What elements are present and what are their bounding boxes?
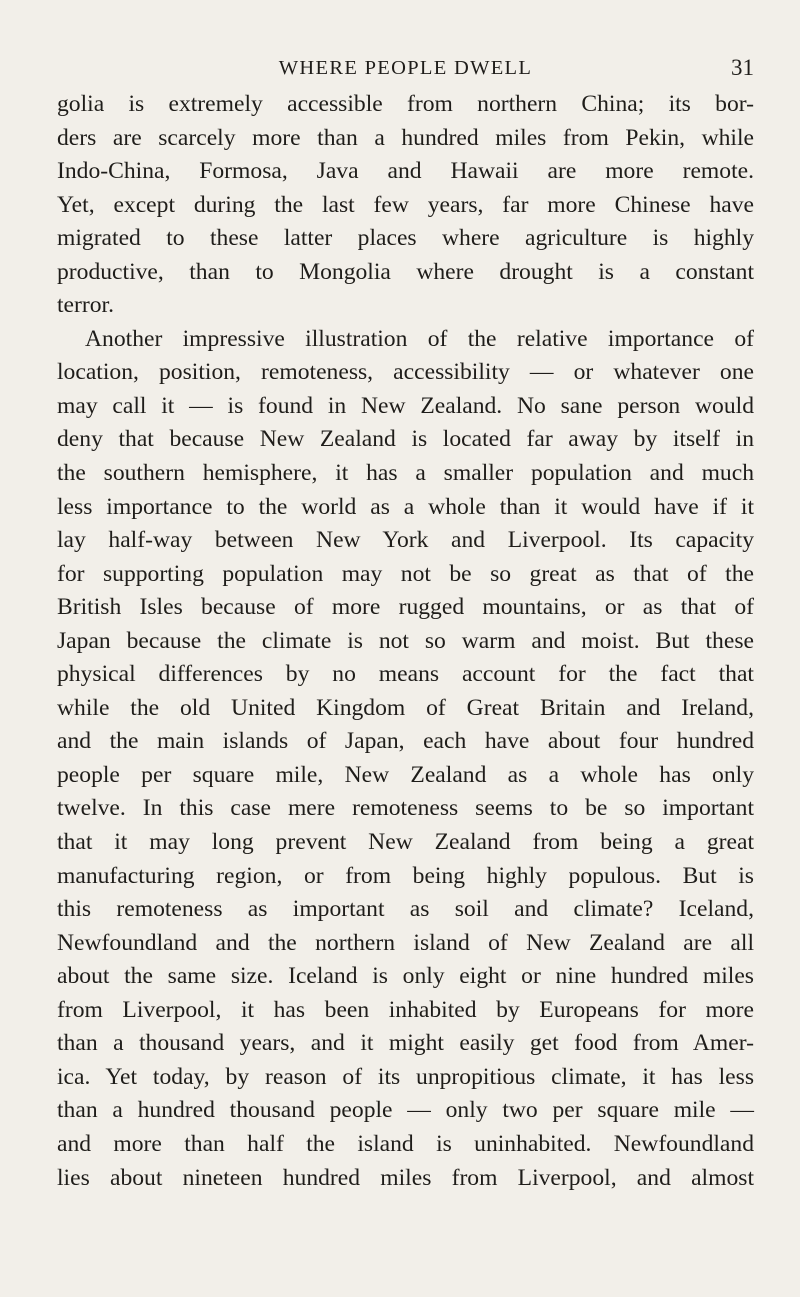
text-line: manufacturing region, or from being highly populous. But is bbox=[57, 862, 754, 889]
text-line: Indo-China, Formosa, Java and Hawaii are more remote. bbox=[57, 158, 754, 185]
text-line: deny that because New Zealand is located far away by itself in bbox=[57, 426, 754, 453]
text-line: physical differences by no means account for the fact that bbox=[57, 661, 754, 688]
text-line: Yet, except during the last few years, far more Chinese have bbox=[57, 191, 754, 218]
body-text bbox=[57, 88, 754, 1195]
text-line: the southern hemisphere, it has a smaller population and much bbox=[57, 460, 754, 487]
text-line: Another impressive illustration of the relative importance of bbox=[85, 325, 754, 352]
text-line: may call it — is found in New Zealand. No sane person would bbox=[57, 392, 754, 419]
text-line: productive, than to Mongolia where drought is a constant bbox=[57, 258, 754, 285]
text-line: terror. bbox=[57, 292, 114, 319]
text-line: and the main islands of Japan, each have about four hundred bbox=[57, 728, 754, 755]
text-line: British Isles because of more rugged mountains, or as that of bbox=[57, 594, 754, 621]
text-line: and more than half the island is uninhabited. Newfoundland bbox=[57, 1130, 754, 1157]
page-number: 31 bbox=[731, 55, 754, 80]
text-line: lies about nineteen hundred miles from Liverpool, and almost bbox=[57, 1164, 754, 1191]
text-line: ders are scarcely more than a hundred miles from Pekin, while bbox=[57, 124, 754, 151]
text-line: ica. Yet today, by reason of its unpropitious climate, it has less bbox=[57, 1063, 754, 1090]
text-line: Newfoundland and the northern island of New Zealand are all bbox=[57, 929, 754, 956]
text-line: from Liverpool, it has been inhabited by Europeans for more bbox=[57, 996, 754, 1023]
text-line: people per square mile, New Zealand as a whole has only bbox=[57, 761, 754, 788]
text-line: less importance to the world as a whole than it would have if it bbox=[57, 493, 754, 520]
text-line: than a thousand years, and it might easily get food from Amer- bbox=[57, 1030, 754, 1057]
text-line: than a hundred thousand people — only two per square mile — bbox=[57, 1097, 754, 1124]
text-line: about the same size. Iceland is only eight or nine hundred miles bbox=[57, 963, 754, 990]
text-line: while the old United Kingdom of Great Britain and Ireland, bbox=[57, 694, 754, 721]
text-line: location, position, remoteness, accessibility — or whatever one bbox=[57, 359, 754, 386]
text-line: migrated to these latter places where agriculture is highly bbox=[57, 225, 754, 252]
text-line: twelve. In this case mere remoteness seems to be so important bbox=[57, 795, 754, 822]
running-head-title: WHERE PEOPLE DWELL bbox=[278, 57, 533, 79]
text-line: that it may long prevent New Zealand from being a great bbox=[57, 829, 754, 856]
text-line: lay half-way between New York and Liverpool. Its capacity bbox=[57, 527, 754, 554]
text-line: golia is extremely accessible from northern China; its bor- bbox=[57, 91, 754, 117]
text-line: this remoteness as important as soil and climate? Iceland, bbox=[57, 896, 754, 923]
text-line: for supporting population may not be so great as that of the bbox=[57, 560, 754, 587]
text-line: Japan because the climate is not so warm and moist. But these bbox=[57, 627, 754, 654]
paragraph-new-zealand bbox=[57, 323, 754, 1195]
paragraph-continued bbox=[57, 88, 754, 323]
running-head bbox=[57, 54, 754, 84]
